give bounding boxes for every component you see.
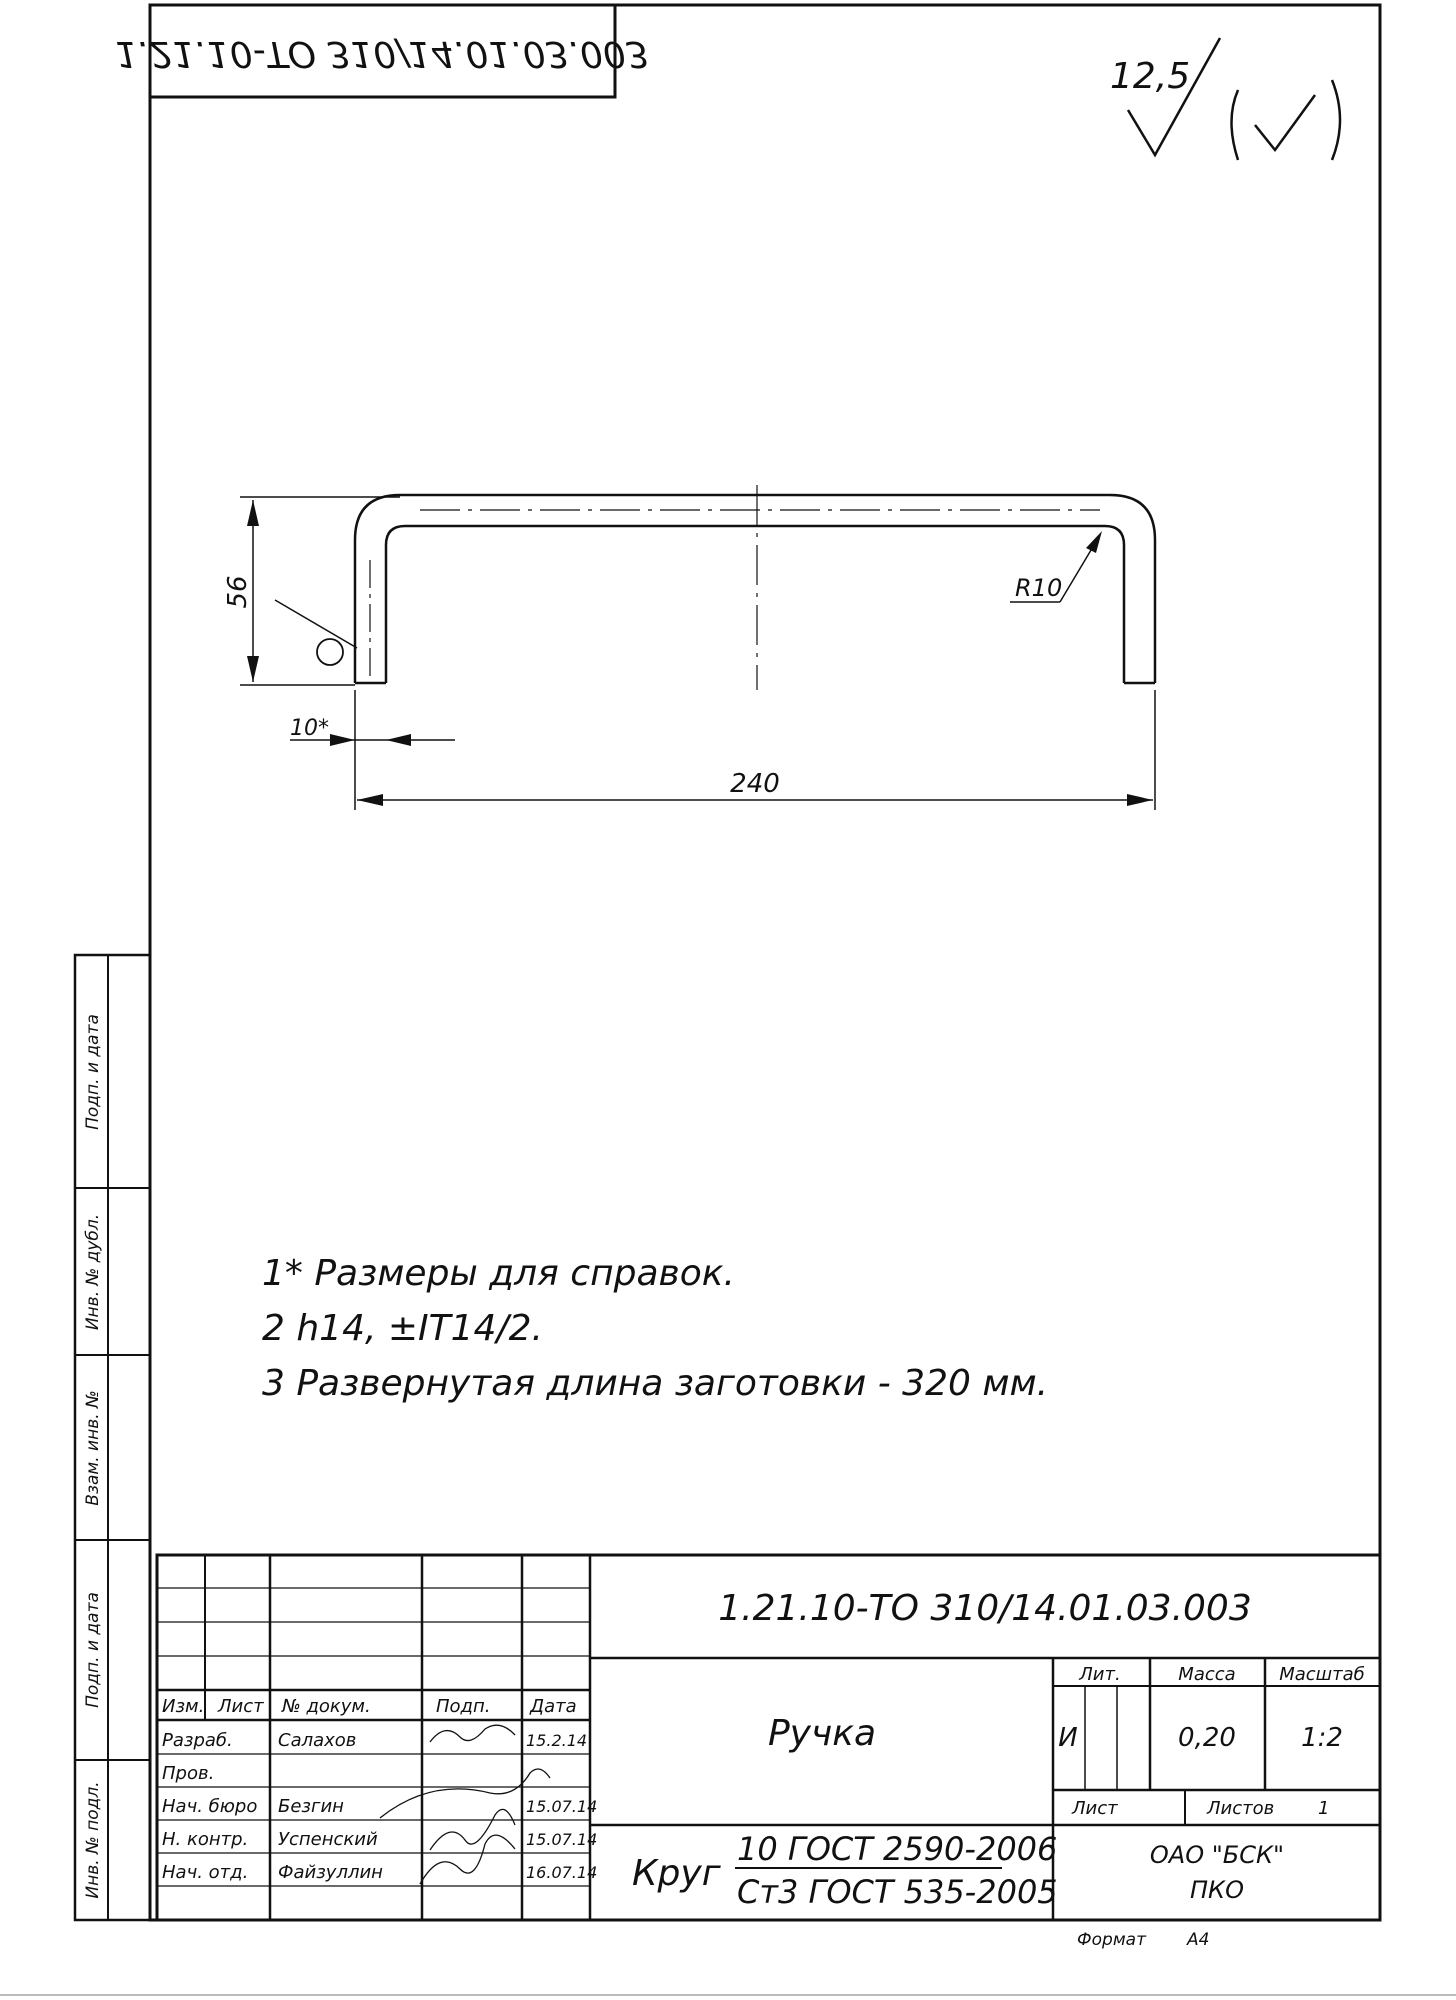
row-5-date: 16.07.14 bbox=[526, 1863, 598, 1882]
side-stamp-4: Подп. и дата bbox=[83, 1592, 103, 1708]
row-2-role: Пров. bbox=[162, 1763, 215, 1784]
scale-value: 1:2 bbox=[1301, 1723, 1343, 1753]
row-5-role: Нач. отд. bbox=[162, 1862, 249, 1883]
row-4-date: 15.07.14 bbox=[526, 1830, 598, 1849]
hdr-list: Лист bbox=[218, 1696, 264, 1717]
hdr-izm: Изм. bbox=[162, 1696, 205, 1717]
title-block bbox=[157, 1555, 1380, 1920]
row-3-name: Безгин bbox=[278, 1796, 344, 1817]
hdr-doc: № докум. bbox=[282, 1696, 371, 1717]
note-1: 1* Размеры для справок. bbox=[262, 1253, 735, 1294]
header-scale: Масштаб bbox=[1279, 1664, 1365, 1685]
sheets-total: 1 bbox=[1318, 1798, 1330, 1819]
material-denominator: Ст3 ГОСТ 535-2005 bbox=[737, 1873, 1058, 1911]
mirrored-designation: 1.21.10-ТО 310/14.01.03.003 bbox=[115, 33, 649, 74]
header-lit: Лит. bbox=[1079, 1664, 1121, 1685]
row-4-role: Н. контр. bbox=[162, 1829, 249, 1850]
mass-value: 0,20 bbox=[1178, 1723, 1236, 1753]
roughness-value: 12,5 bbox=[1110, 56, 1191, 97]
radius-callout bbox=[1010, 531, 1102, 602]
signatures bbox=[380, 1725, 550, 1884]
row-3-date: 15.07.14 bbox=[526, 1797, 598, 1816]
hdr-date: Дата bbox=[530, 1696, 577, 1717]
dimension-height bbox=[223, 497, 400, 685]
notes bbox=[262, 1253, 1048, 1404]
side-stamp-5: Инв. № подл. bbox=[83, 1781, 103, 1899]
row-5-name: Файзуллин bbox=[278, 1862, 383, 1883]
label-sheet: Лист bbox=[1072, 1798, 1118, 1819]
note-2: 2 h14, ±IT14/2. bbox=[262, 1308, 543, 1349]
dimension-offset bbox=[290, 716, 455, 746]
side-stamp-2: Инв. № дубл. bbox=[83, 1213, 103, 1331]
dim-offset-label: 10* bbox=[290, 716, 329, 741]
row-1-name: Салахов bbox=[278, 1730, 357, 1751]
organization-line1: ОАО "БСК" bbox=[1149, 1841, 1285, 1869]
designation: 1.21.10-ТО 310/14.01.03.003 bbox=[718, 1588, 1252, 1629]
sheet-frame bbox=[150, 5, 1380, 1920]
label-sheets: Листов bbox=[1207, 1798, 1275, 1819]
material-prefix: Круг bbox=[632, 1853, 721, 1894]
section-leader bbox=[275, 600, 357, 665]
dimension-length bbox=[355, 690, 1155, 810]
format-value: А4 bbox=[1187, 1930, 1210, 1950]
side-stamp-1: Подп. и дата bbox=[83, 1014, 103, 1130]
organization-line2: ПКО bbox=[1190, 1876, 1244, 1904]
part-name: Ручка bbox=[767, 1713, 877, 1754]
note-3: 3 Развернутая длина заготовки - 320 мм. bbox=[262, 1363, 1049, 1404]
row-1-role: Разраб. bbox=[162, 1730, 233, 1751]
format-label: Формат bbox=[1077, 1930, 1146, 1950]
header-mass: Масса bbox=[1178, 1664, 1236, 1685]
row-1-date: 15.2.14 bbox=[526, 1731, 588, 1750]
material-numerator: 10 ГОСТ 2590-2006 bbox=[737, 1830, 1058, 1868]
hdr-sign: Подп. bbox=[436, 1696, 491, 1717]
dim-length-label: 240 bbox=[730, 769, 780, 799]
dim-height-label: 56 bbox=[223, 575, 253, 609]
side-stamp-3: Взам. инв. № bbox=[83, 1390, 103, 1506]
row-3-role: Нач. бюро bbox=[162, 1796, 258, 1817]
lit-letter: И bbox=[1058, 1723, 1078, 1753]
roughness-sign bbox=[1110, 38, 1340, 160]
side-stamp bbox=[75, 955, 150, 1920]
row-4-name: Успенский bbox=[278, 1829, 378, 1850]
radius-label: R10 bbox=[1015, 574, 1063, 602]
